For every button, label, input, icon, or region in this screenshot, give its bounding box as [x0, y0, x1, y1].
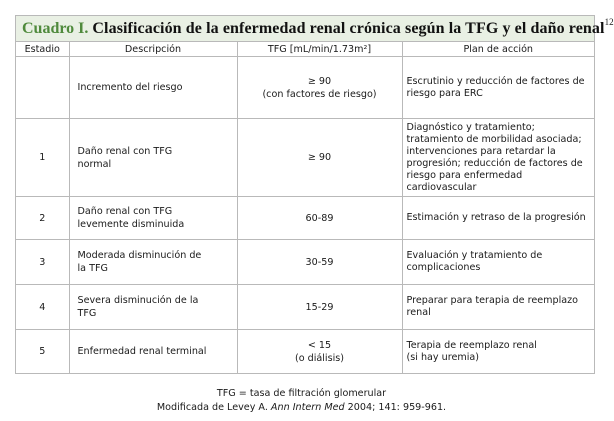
cell-estadio: 2	[16, 197, 69, 240]
header-descripcion: Descripción	[69, 42, 237, 57]
cell-estadio: 4	[16, 285, 69, 330]
cell-descripcion	[69, 197, 237, 240]
cell-plan	[402, 119, 594, 197]
table-row	[16, 285, 594, 330]
tfg-line: (con factores de riesgo)	[262, 88, 377, 100]
cell-descripcion: Incremento del riesgo	[69, 57, 237, 119]
header-tfg: TFG [mL/min/1.73m²]	[237, 42, 402, 57]
plan-line: intervenciones para retardar la	[406, 145, 556, 157]
desc-line: Severa disminución de la	[77, 295, 199, 306]
plan-line: Diagnóstico y tratamiento;	[406, 121, 535, 133]
classification-table	[16, 42, 594, 374]
plan-line: Escrutinio y reducción de factores de	[406, 75, 585, 87]
cell-descripcion	[69, 119, 237, 197]
table-row	[16, 57, 594, 119]
plan-line: riesgo para enfermedad	[406, 169, 523, 181]
cell-tfg: 30-59	[237, 240, 402, 285]
footnote-definition: TFG = tasa de filtración glomerular	[216, 388, 387, 399]
cell-estadio: 5	[16, 330, 69, 374]
cell-plan	[402, 285, 594, 330]
tfg-line: < 15	[307, 339, 332, 351]
table-title	[16, 16, 614, 42]
cell-estadio: 3	[16, 240, 69, 285]
cell-tfg	[237, 57, 402, 119]
table-row	[16, 119, 594, 197]
desc-line: Moderada disminución de	[77, 250, 202, 261]
cell-descripcion: Enfermedad renal terminal	[69, 330, 237, 374]
cell-tfg: 60-89	[237, 197, 402, 240]
title-reference: 12	[604, 16, 614, 27]
source-citation: 2004; 141: 959-961.	[344, 402, 447, 413]
title-prefix: Cuadro I.	[22, 20, 89, 37]
plan-line: Preparar para terapia de reemplazo	[406, 295, 579, 306]
table-row	[16, 240, 594, 285]
plan-line: (si hay uremia)	[406, 351, 479, 363]
cell-estadio	[16, 57, 69, 119]
cell-plan: Estimación y retraso de la progresión	[402, 197, 594, 240]
cell-tfg	[237, 330, 402, 374]
tfg-line: ≥ 90	[307, 75, 332, 87]
cell-plan	[402, 57, 594, 119]
plan-line: Evaluación y tratamiento de	[406, 250, 543, 261]
cell-tfg: ≥ 90	[237, 119, 402, 197]
table-row	[16, 330, 594, 374]
plan-line: renal	[406, 307, 431, 318]
header-plan: Plan de acción	[402, 42, 594, 57]
desc-line: la TFG	[77, 263, 108, 274]
cell-plan	[402, 240, 594, 285]
source-text: Modificada de Levey A.	[156, 402, 271, 413]
header-row	[16, 42, 594, 57]
plan-line: tratamiento de morbilidad asociada;	[406, 133, 582, 145]
cell-tfg: 15-29	[237, 285, 402, 330]
table-frame	[15, 15, 614, 374]
plan-line: progresión; reducción de factores de	[406, 157, 583, 169]
footnote-source	[0, 402, 603, 413]
desc-line: Daño renal con TFG	[77, 145, 173, 157]
desc-line: normal	[77, 158, 112, 170]
plan-line: cardiovascular	[406, 181, 477, 193]
cell-descripcion	[69, 240, 237, 285]
desc-line: TFG	[77, 308, 97, 319]
desc-line: levemente disminuida	[77, 219, 185, 230]
header-estadio: Estadio	[16, 42, 69, 57]
plan-line: complicaciones	[406, 262, 481, 273]
title-text: Clasificación de la enfermedad renal crónica según la TFG y el daño renal	[92, 20, 605, 37]
tfg-line: (o diálisis)	[294, 352, 345, 364]
cell-descripcion	[69, 285, 237, 330]
plan-line: Terapia de reemplazo renal	[406, 339, 537, 351]
source-journal: Ann Intern Med	[270, 402, 345, 413]
desc-line: Daño renal con TFG	[77, 206, 173, 217]
plan-line: riesgo para ERC	[406, 87, 483, 99]
cell-plan	[402, 330, 594, 374]
cell-estadio: 1	[16, 119, 69, 197]
table-row	[16, 197, 594, 240]
